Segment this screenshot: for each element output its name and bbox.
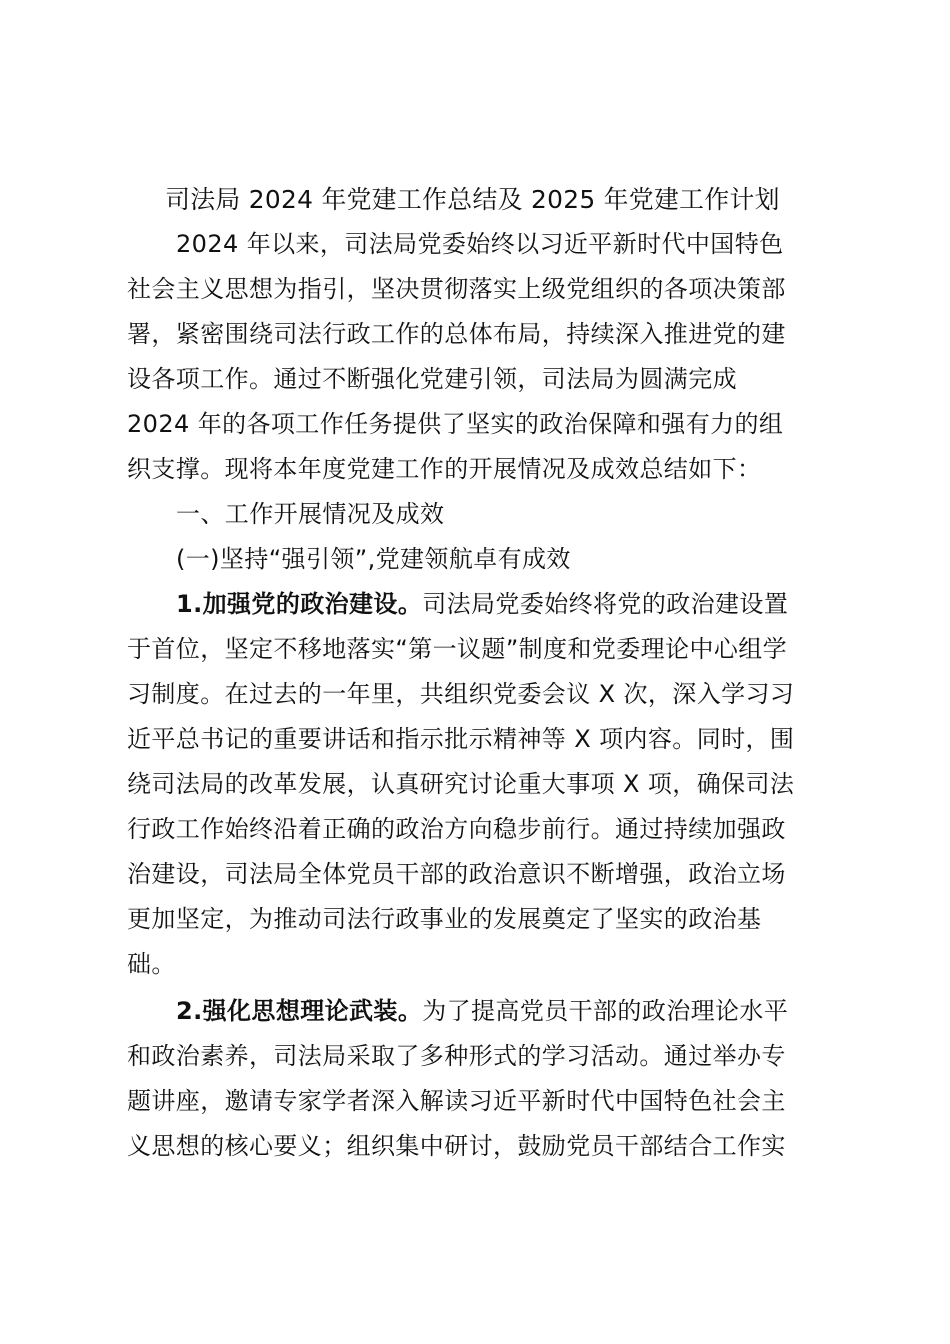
section-1-line: 行政工作始终沿着正确的政治方向稳步前行。通过持续加强政 [127,815,786,843]
intro-line: 2024 年的各项工作任务提供了坚实的政治保障和强有力的组 [127,410,784,438]
intro-line: 设各项工作。通过不断强化党建引领，司法局为圆满完成 [127,365,737,393]
document-title: 司法局 2024 年党建工作总结及 2025 年党建工作计划 [165,185,780,214]
section-2-lead: 2.强化思想理论武装。 [176,997,423,1025]
section-2-line: 题讲座，邀请专家学者深入解读习近平新时代中国特色社会主 [127,1087,786,1115]
intro-line: 社会主义思想为指引，坚决贯彻落实上级党组织的各项决策部 [127,275,786,303]
section-1-line: 更加坚定，为推动司法行政事业的发展奠定了坚实的政治基 [127,905,762,933]
section-2-first-line [176,989,788,1033]
subsection-heading: (一)坚持“强引领”,党建领航卓有成效 [176,545,571,573]
section-1-line: 于首位，坚定不移地落实“第一议题”制度和党委理论中心组学 [127,635,788,663]
section-2-line: 和政治素养，司法局采取了多种形式的学习活动。通过举办专 [127,1042,786,1070]
section-2-text: 为了提高党员干部的政治理论水平 [422,997,789,1025]
intro-line: 署，紧密围绕司法行政工作的总体布局，持续深入推进党的建 [127,320,786,348]
section-1-lead: 1.加强党的政治建设。 [176,590,423,618]
section-1-line: 近平总书记的重要讲话和指示批示精神等 X 项内容。同时，围 [127,725,795,753]
section-1-first-line [176,582,788,626]
section-1-line: 础。 [127,950,176,978]
intro-line: 织支撑。现将本年度党建工作的开展情况及成效总结如下： [127,455,762,483]
section-heading: 一、工作开展情况及成效 [176,500,445,528]
intro-line: 2024 年以来，司法局党委始终以习近平新时代中国特色 [176,230,784,258]
section-1-line: 绕司法局的改革发展，认真研究讨论重大事项 X 项，确保司法 [127,770,795,798]
section-1-line: 习制度。在过去的一年里，共组织党委会议 X 次，深入学习习 [127,680,795,708]
section-1-line: 治建设，司法局全体党员干部的政治意识不断增强，政治立场 [127,860,786,888]
section-2-line: 义思想的核心要义；组织集中研讨，鼓励党员干部结合工作实 [127,1132,786,1160]
section-1-text: 司法局党委始终将党的政治建设置 [422,590,789,618]
